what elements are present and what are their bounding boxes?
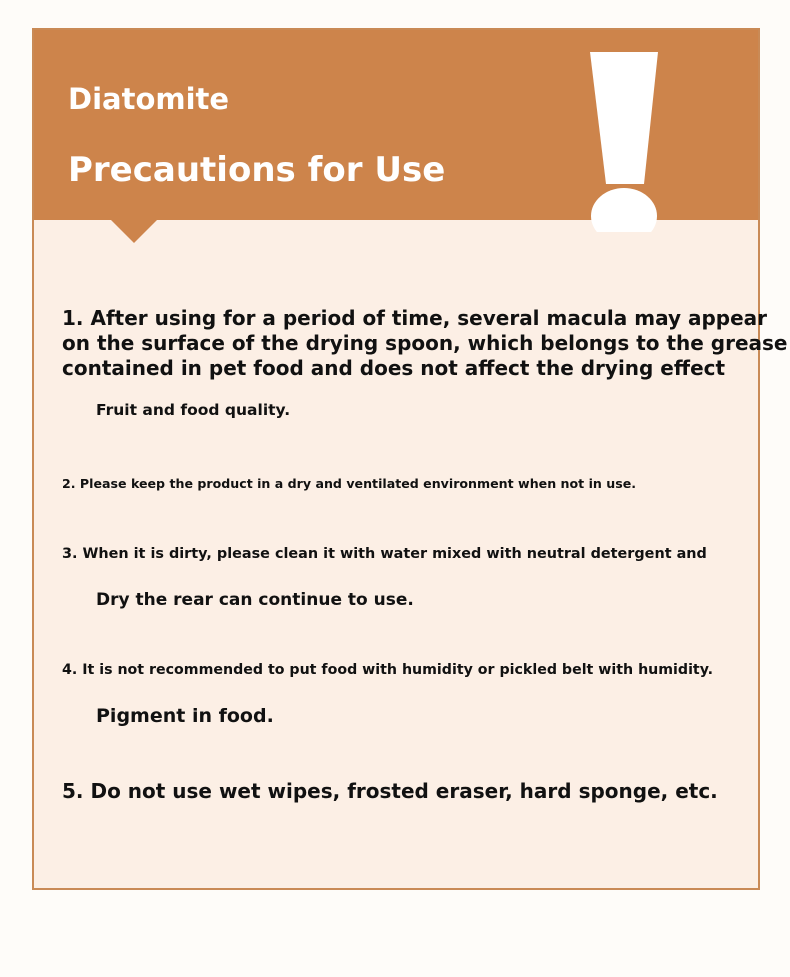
precaution-4-continuation: Pigment in food. — [96, 705, 274, 727]
precaution-item-2: 2. Please keep the product in a dry and ventilated environment when not in use. — [62, 476, 637, 491]
precaution-1-line-2: on the surface of the drying spoon, which belongs to the grease — [62, 331, 788, 355]
precaution-item-4: 4. It is not recommended to put food with humidity or pickled belt with humidity. — [62, 662, 714, 678]
exclamation-icon — [584, 48, 664, 232]
precaution-item-5: 5. Do not use wet wipes, frosted eraser, hard sponge, etc. — [62, 779, 718, 803]
precaution-1-line-1: 1. After using for a period of time, several macula may appear — [62, 306, 768, 330]
product-title: Diatomite — [68, 82, 230, 116]
header-pointer — [110, 219, 158, 243]
precautions-card — [32, 28, 788, 890]
precaution-1-line-3: contained in pet food and does not affect the drying effect — [62, 356, 726, 380]
page-title: Precautions for Use — [68, 150, 446, 190]
precaution-1-continuation: Fruit and food quality. — [96, 401, 291, 419]
precaution-item-1 — [62, 306, 788, 381]
header-banner — [34, 30, 758, 220]
precaution-3-continuation: Dry the rear can continue to use. — [96, 590, 414, 610]
precaution-item-3: 3. When it is dirty, please clean it with water mixed with neutral detergent and — [62, 546, 707, 562]
